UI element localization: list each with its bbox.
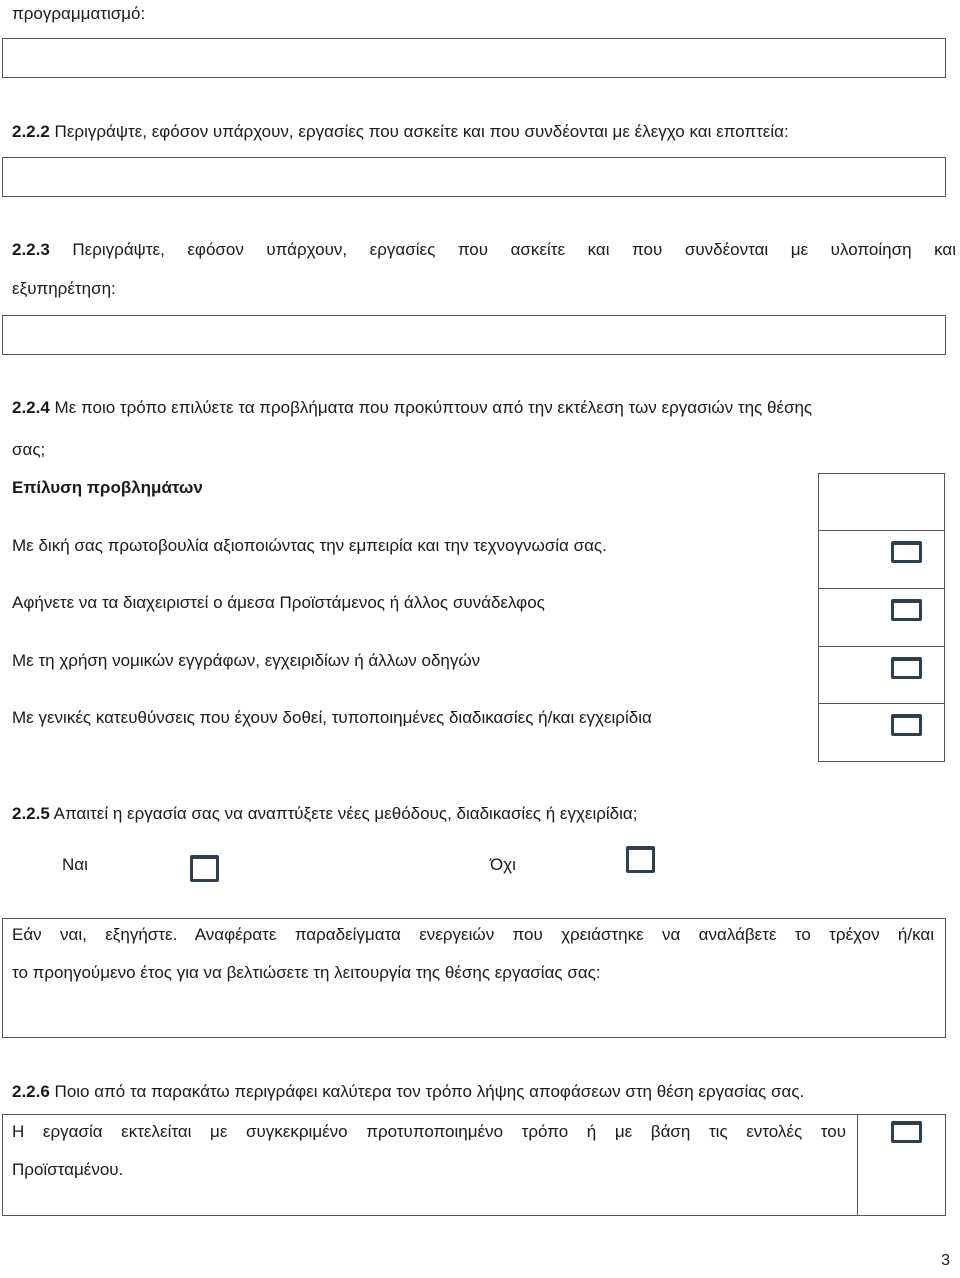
question-text: Περιγράψτε, εφόσον υπάρχουν, εργασίες που ασκείτε και που συνδέονται με υλοποίηση και <box>72 240 956 259</box>
checkbox-yes[interactable] <box>190 855 219 882</box>
question-2-2-3 <box>12 240 956 260</box>
question-number: 2.2.6 <box>12 1082 50 1101</box>
option-standardized-line2: Προϊσταμένου. <box>12 1160 124 1179</box>
answer-field-2-2-2[interactable] <box>2 157 946 197</box>
option-delegate: Αφήνετε να τα διαχειριστεί ο άμεσα Προϊστάμενος ή άλλος συνάδελφος <box>12 593 545 612</box>
table-cell-option-2 <box>818 588 945 647</box>
option-initiative: Με δική σας πρωτοβουλία αξιοποιώντας την εμπειρία και την τεχνογνωσία σας. <box>12 536 607 555</box>
question-number: 2.2.5 <box>12 804 50 823</box>
answer-field-2-2-3[interactable] <box>2 315 946 355</box>
question-2-2-4 <box>12 398 812 418</box>
option-guidelines: Με γενικές κατευθύνσεις που έχουν δοθεί, τυποποιημένες διαδικασίες ή/και εγχειρίδια <box>12 708 652 727</box>
checkbox-legal-docs[interactable] <box>891 657 922 679</box>
question-number: 2.2.3 <box>12 240 50 259</box>
question-2-2-4-line2: σας; <box>12 440 46 459</box>
table-divider <box>857 1115 858 1215</box>
table-divider <box>944 530 945 589</box>
question-number: 2.2.2 <box>12 122 50 141</box>
yes-label: Ναι <box>62 855 88 874</box>
option-legal-docs: Με τη χρήση νομικών εγγράφων, εγχειριδίων ή άλλων οδηγών <box>12 651 481 670</box>
table-cell-option-3 <box>818 646 945 704</box>
question-2-2-2 <box>12 122 789 142</box>
checkbox-initiative[interactable] <box>891 541 922 563</box>
question-text: Περιγράψτε, εφόσον υπάρχουν, εργασίες που ασκείτε και που συνδέονται με έλεγχο και εποπτεία: <box>54 122 789 141</box>
answer-field-previous[interactable] <box>2 38 946 78</box>
table-divider <box>818 530 819 589</box>
intro-text: προγραμματισμό: <box>12 4 146 23</box>
table-cell-option-4 <box>818 703 945 762</box>
explain-line-1: Εάν ναι, εξηγήστε. Αναφέρατε παραδείγματα ενεργειών που χρειάστηκε να αναλάβετε το τρέχον ή/και <box>12 925 934 944</box>
page-number: 3 <box>941 1252 950 1269</box>
question-2-2-3-line2: εξυπηρέτηση: <box>12 279 116 298</box>
question-2-2-5 <box>12 804 637 824</box>
question-text: Απαιτεί η εργασία σας να αναπτύξετε νέες μεθόδους, διαδικασίες ή εγχειρίδια; <box>53 804 638 823</box>
checkbox-guidelines[interactable] <box>891 714 922 736</box>
no-label: Όχι <box>490 855 516 874</box>
table-header: Επίλυση προβλημάτων <box>12 478 203 497</box>
table-cell-header <box>818 473 945 531</box>
question-text: Ποιο από τα παρακάτω περιγράφει καλύτερα τον τρόπο λήψης αποφάσεων στη θέση εργασίας σας. <box>54 1082 805 1101</box>
checkbox-standardized[interactable] <box>891 1121 922 1143</box>
explain-line-2: το προηγούμενο έτος για να βελτιώσετε τη λειτουργία της θέσης εργασίας σας: <box>12 963 601 982</box>
question-2-2-6 <box>12 1082 804 1102</box>
option-standardized-line1: Η εργασία εκτελείται με συγκεκριμένο προτυποποιημένο τρόπο ή με βάση τις εντολές του <box>12 1122 846 1141</box>
question-number: 2.2.4 <box>12 398 50 417</box>
checkbox-no[interactable] <box>626 846 655 873</box>
question-text: Με ποιο τρόπο επιλύετε τα προβλήματα που προκύπτουν από την εκτέλεση των εργασιών της θέσης <box>54 398 813 417</box>
checkbox-delegate[interactable] <box>891 599 922 621</box>
